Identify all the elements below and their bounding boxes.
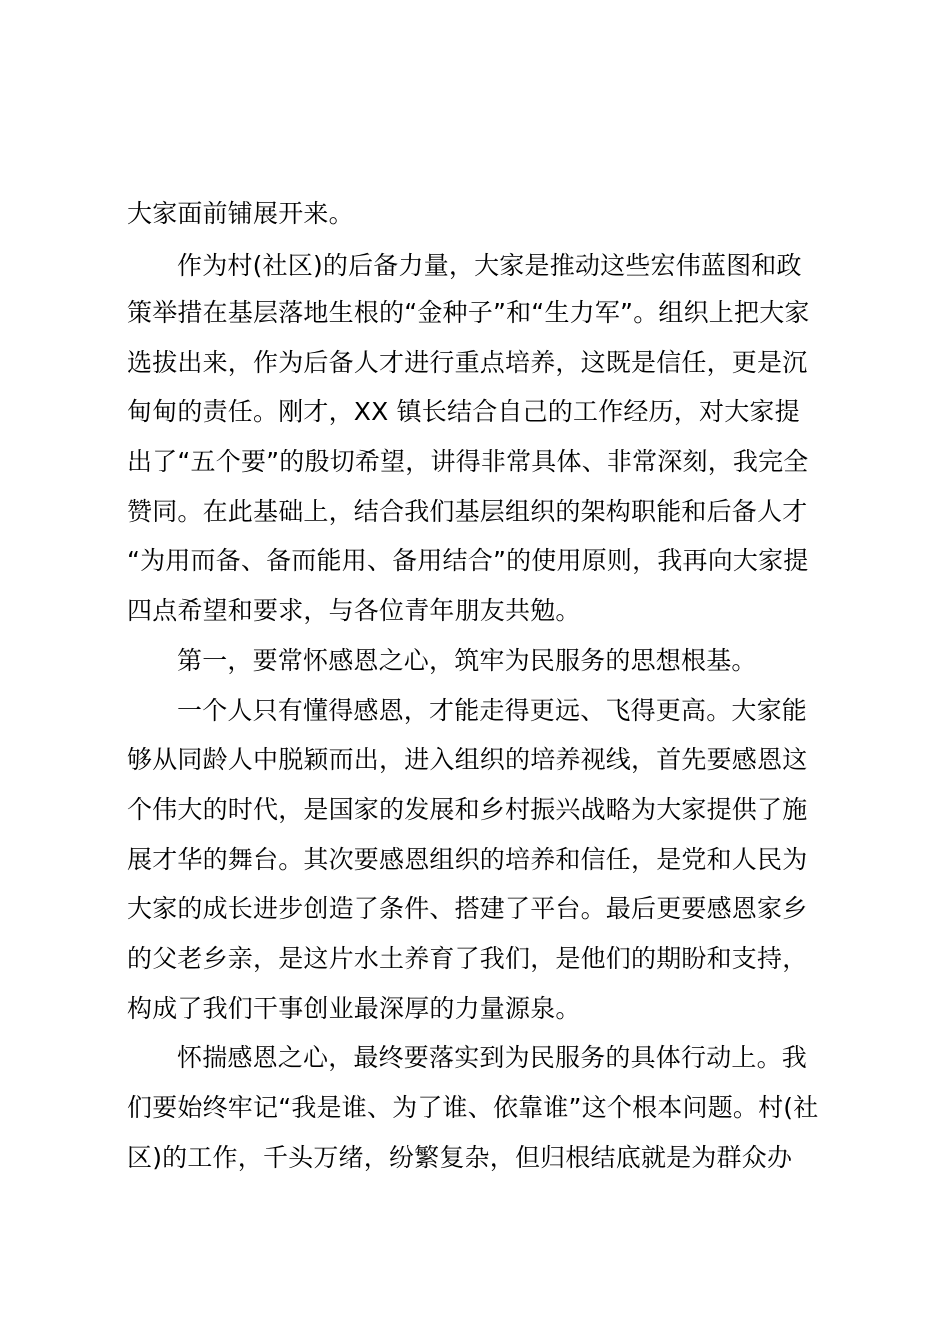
text-line: 选拔出来，作为后备人才进行重点培养，这既是信任，更是沉 [127, 348, 808, 377]
text-line: 赞同。在此基础上，结合我们基层组织的架构职能和后备人才 [127, 497, 808, 526]
text-line: “为用而备、备而能用、备用结合”的使用原则，我再向大家提 [127, 546, 809, 575]
text-line: 构成了我们干事创业最深厚的力量源泉。 [127, 994, 581, 1023]
text-line: 区)的工作，千头万绪，纷繁复杂，但归根结底就是为群众办 [127, 1143, 793, 1172]
text-line: 四点希望和要求，与各位青年朋友共勉。 [127, 596, 581, 625]
text-line: 个伟大的时代，是国家的发展和乡村振兴战略为大家提供了施 [127, 795, 808, 824]
text-line: 甸甸的责任。刚才，XX 镇长结合自己的工作经历，对大家提 [127, 397, 800, 426]
text-line: 们要始终牢记“我是谁、为了谁、依靠谁”这个根本问题。村(社 [127, 1093, 819, 1122]
section-heading: 第一，要常怀感恩之心，筑牢为民服务的思想根基。 [177, 646, 757, 675]
paragraph-first-line: 作为村(社区)的后备力量，大家是推动这些宏伟蓝图和政 [177, 251, 802, 280]
paragraph-first-line: 一个人只有懂得感恩，才能走得更远、飞得更高。大家能 [177, 696, 808, 725]
text-line: 大家的成长进步创造了条件、搭建了平台。最后更要感恩家乡 [127, 894, 808, 923]
text-line: 出了“五个要”的殷切希望，讲得非常具体、非常深刻，我完全 [127, 447, 809, 476]
paragraph-first-line: 怀揣感恩之心，最终要落实到为民服务的具体行动上。我 [177, 1043, 808, 1072]
text-line: 的父老乡亲，是这片水土养育了我们，是他们的期盼和支持， [127, 944, 808, 973]
text-line: 大家面前铺展开来。 [127, 199, 354, 228]
text-line: 策举措在基层落地生根的“金种子”和“生力军”。组织上把大家 [127, 298, 810, 327]
text-line: 展才华的舞台。其次要感恩组织的培养和信任，是党和人民为 [127, 845, 808, 874]
text-line: 够从同龄人中脱颖而出，进入组织的培养视线，首先要感恩这 [127, 745, 808, 774]
